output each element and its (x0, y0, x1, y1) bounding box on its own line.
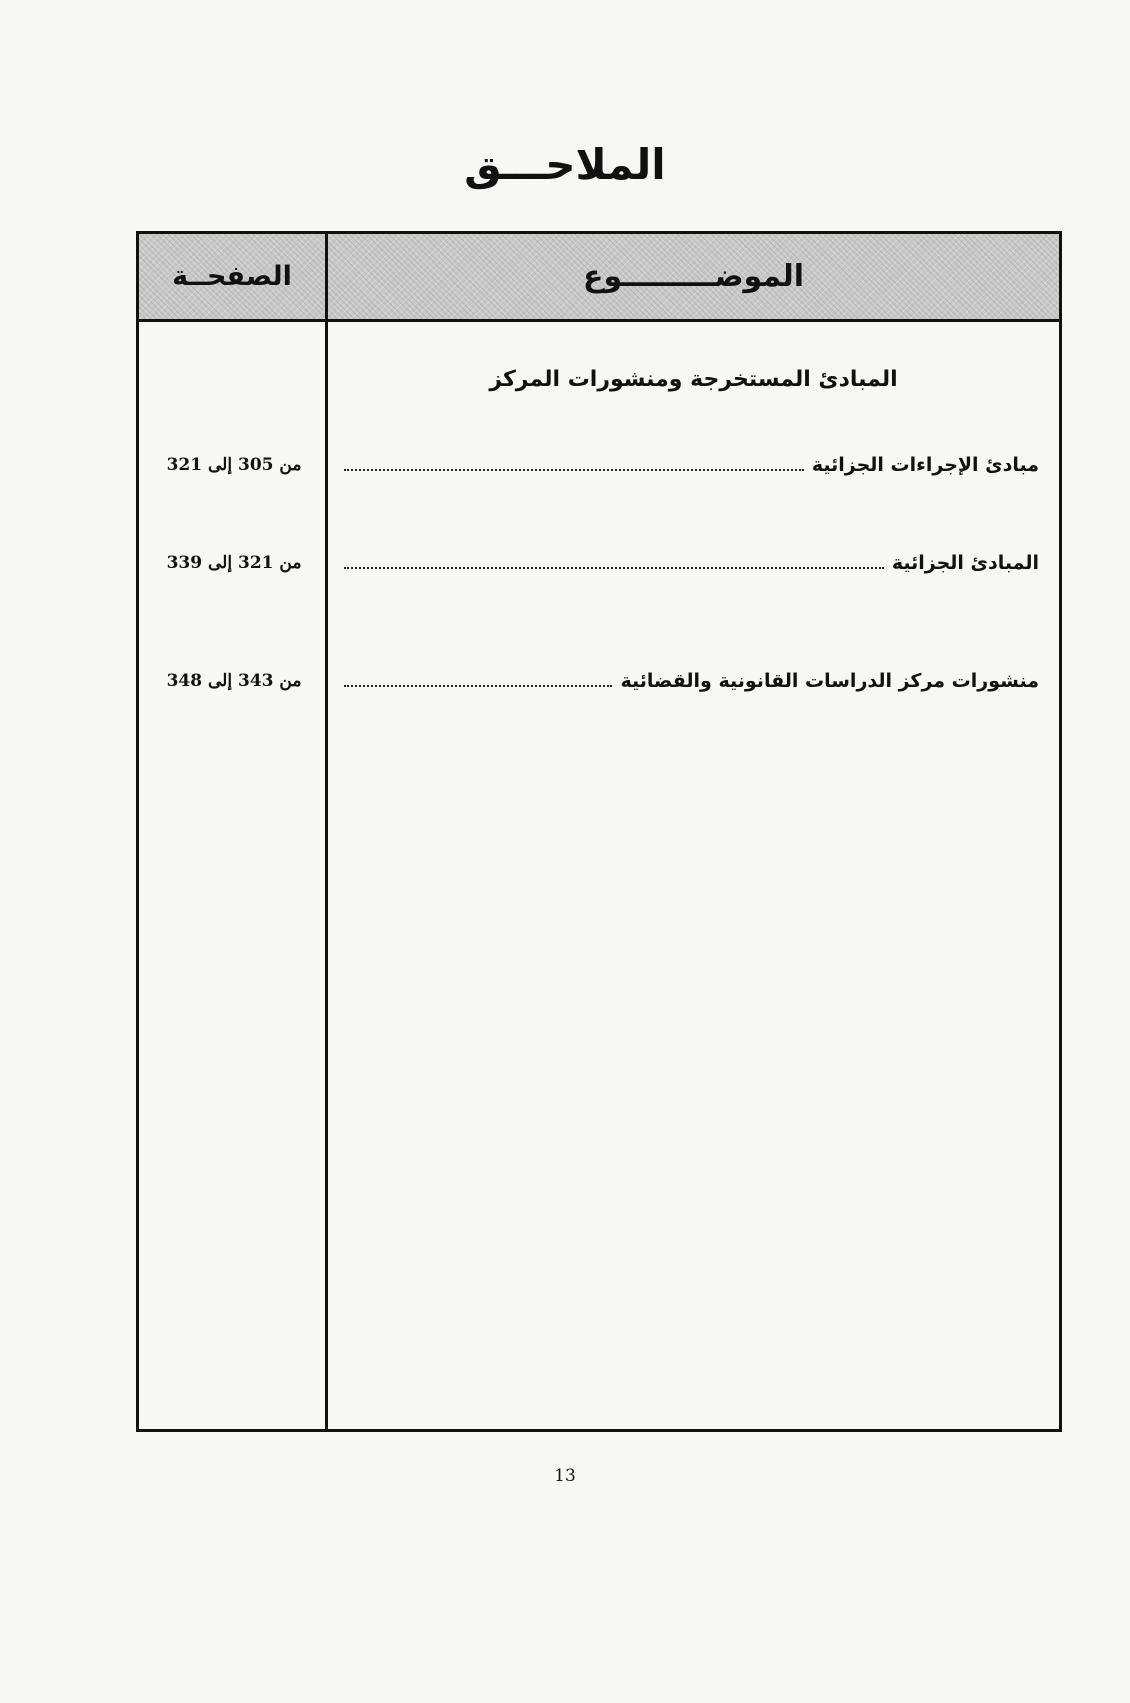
entry-topic-label: منشورات مركز الدراسات القانونية والقضائية (620, 670, 1039, 692)
entry-topic (344, 445, 1039, 485)
entry-topic-label: مبادئ الإجراءات الجزائية (811, 454, 1039, 476)
page-title: الملاحـــق (464, 140, 666, 189)
dot-leader (344, 567, 884, 569)
table-row (139, 543, 1059, 583)
entry-page-range: من 343 إلى 348 (166, 671, 302, 691)
header-page-column: الصفحــة (172, 261, 292, 292)
dot-leader (344, 469, 804, 471)
entry-page-range: من 321 إلى 339 (166, 553, 302, 573)
entry-topic (344, 661, 1039, 701)
page-number: 13 (554, 1466, 576, 1486)
table-row (139, 661, 1059, 701)
table-row (139, 445, 1059, 485)
header-topic-column: الموضـــــــــوع (582, 259, 805, 294)
column-divider (325, 234, 328, 1429)
dot-leader (344, 685, 612, 687)
entry-page-range: من 305 إلى 321 (166, 455, 302, 475)
section-heading: المبادئ المستخرجة ومنشورات المركز (489, 367, 898, 392)
entry-topic-label: المبادئ الجزائية (891, 552, 1039, 574)
appendix-table (136, 231, 1062, 1432)
entry-topic (344, 543, 1039, 583)
